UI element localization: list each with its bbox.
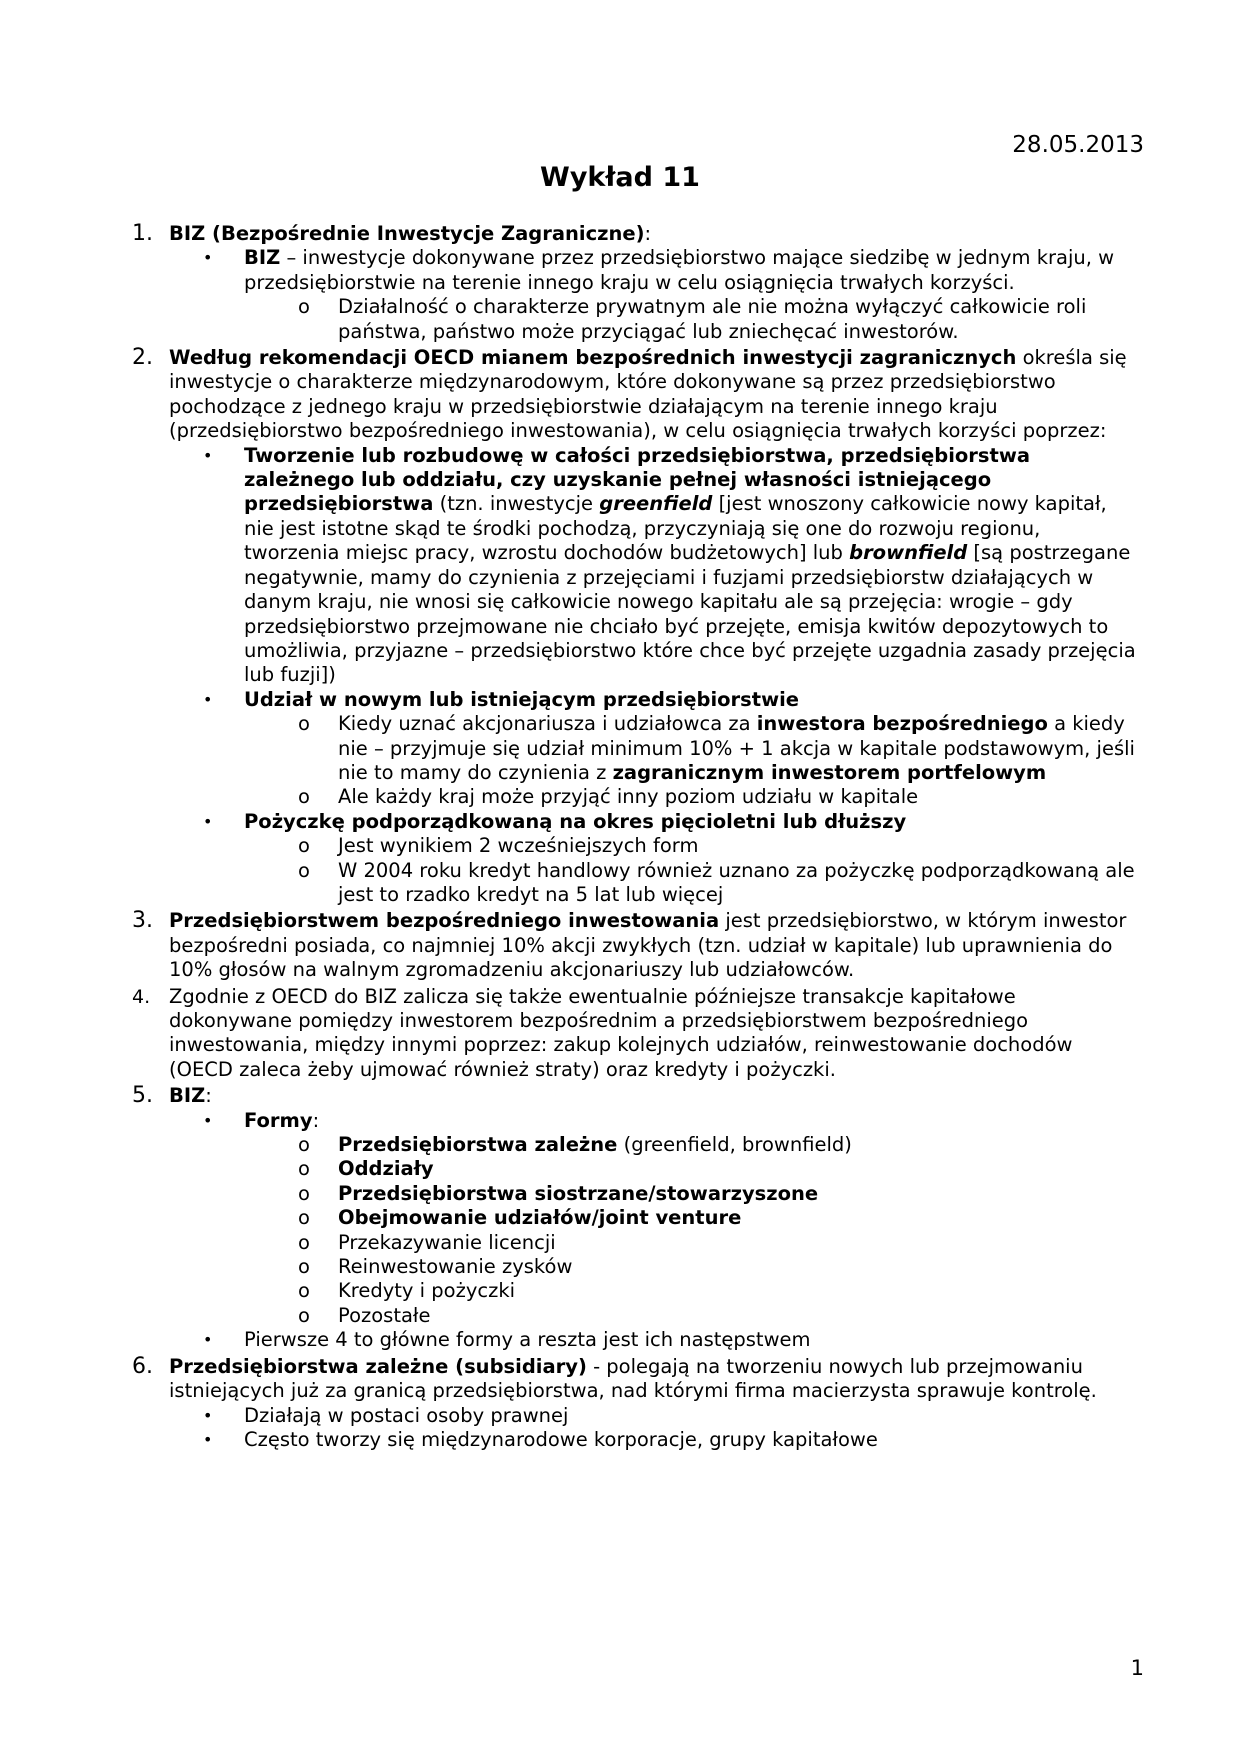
sub-bullet-marker: o <box>298 1157 310 1181</box>
bullet-item: • BIZ – inwestycje dokonywane przez przedsiębiorstwo mające siedzibę w jednym kraju, w przedsiębiorstwie na terenie innego kraju w celu osiągnięcia trwałych korzyści. <box>203 246 1115 294</box>
list-number: 2. <box>132 345 153 371</box>
sub-bullet-item: o Przedsiębiorstwa siostrzane/stowarzyszone <box>298 1181 819 1205</box>
sub-bullet-item: o Przedsiębiorstwa zależne (greenfield, brownfield) <box>298 1133 852 1157</box>
sub-bullet-item: o Kiedy uznać akcjonariusza i udziałowca za inwestora bezpośredniego a kiedy nie – przyjmuje się udział minimum 10% + 1 akcja w kapitale podstawowym, jeśli nie to mamy do czynienia z zagranicznym inwestorem portfelowym <box>298 712 1135 784</box>
bullet-marker: • <box>203 445 213 465</box>
sub-bullet-item: o Ale każdy kraj może przyjąć inny poziom udziału w kapitale <box>298 785 919 809</box>
sub-bullet-item: o W 2004 roku kredyt handlowy również uznano za pożyczkę podporządkowaną ale jest to rzadko kredyt na 5 lat lub więcej <box>298 858 1135 906</box>
bullet-item: • Pierwsze 4 to główne formy a reszta jest ich następstwem <box>203 1328 811 1352</box>
bullet-marker: • <box>203 1405 213 1425</box>
sub-bullet-marker: o <box>298 858 310 882</box>
sub-bullet-item: o Obejmowanie udziałów/joint venture <box>298 1206 742 1230</box>
bullet-item: • Pożyczkę podporządkowaną na okres pięcioletni lub dłuższy <box>203 809 907 833</box>
sub-bullet-marker: o <box>298 1279 310 1303</box>
list-item-6: 6. Przedsiębiorstwa zależne (subsidiary) - polegają na tworzeniu nowych lub przejmowaniu istniejących już za granicą przedsiębiorstwa, nad którymi firma macierzysta sprawuje kontrolę. <box>132 1353 1097 1403</box>
list-item-2: 2. Według rekomendacji OECD mianem bezpośrednich inwestycji zagranicznych określa się inwestycje o charakterze międzynarodowym, które dokonywane są przez przedsiębiorstwo pochodzące z jednego kraju w przedsiębiorstwie działającym na terenie innego kraju (przedsiębiorstwo bezpośredniego inwestowania), w celu osiągnięcia trwałych korzyści poprzez: <box>132 345 1127 443</box>
bullet-marker: • <box>203 1110 213 1130</box>
list-number: 5. <box>132 1083 153 1109</box>
sub-bullet-item: o Oddziały <box>298 1157 434 1181</box>
sub-bullet-marker: o <box>298 785 310 809</box>
sub-bullet-marker: o <box>298 1255 310 1279</box>
sub-bullet-item: o Kredyty i pożyczki <box>298 1279 516 1303</box>
section-heading: BIZ (Bezpośrednie Inwestycje Zagraniczne) <box>169 222 645 245</box>
bullet-marker: • <box>203 248 213 268</box>
list-item-1: 1. BIZ (Bezpośrednie Inwestycje Zagraniczne): <box>132 221 652 246</box>
bullet-marker: • <box>203 689 213 709</box>
list-item-3: 3. Przedsiębiorstwem bezpośredniego inwestowania jest przedsiębiorstwo, w którym inwestor bezpośredni posiada, co najmniej 10% akcji zwykłych (tzn. udział w kapitale) lub uprawnienia do 10% głosów na walnym zgromadzeniu akcjonariuszy lub udziałowców. <box>132 908 1127 982</box>
sub-bullet-item: o Działalność o charakterze prywatnym ale nie można wyłączyć całkowicie roli państwa, państwo może przyciągać lub zniechęcać inwestorów. <box>298 295 1087 343</box>
list-number: 3. <box>132 908 153 934</box>
sub-bullet-item: o Przekazywanie licencji <box>298 1230 556 1254</box>
bullet-item: • Formy: <box>203 1108 320 1132</box>
sub-bullet-marker: o <box>298 1181 310 1205</box>
sub-bullet-item: o Reinwestowanie zysków <box>298 1255 573 1279</box>
document-body <box>0 220 1240 1452</box>
sub-bullet-marker: o <box>298 1133 310 1157</box>
bullet-marker: • <box>203 1429 213 1449</box>
page-title: Wykład 11 <box>540 162 700 193</box>
bullet-marker: • <box>203 1330 213 1350</box>
list-item-4: 4. Zgodnie z OECD do BIZ zalicza się także ewentualnie późniejsze transakcje kapitałowe dokonywane pomiędzy inwestorem bezpośrednim a przedsiębiorstwem bezpośredniego inwestowania, między innymi poprzez: zakup kolejnych udziałów, reinwestowanie dochodów (OECD zaleca żeby ujmować również straty) oraz kredyty i pożyczki. <box>132 984 1073 1081</box>
sub-bullet-marker: o <box>298 295 310 319</box>
bullet-item: • Udział w nowym lub istniejącym przedsiębiorstwie <box>203 687 799 711</box>
sub-bullet-marker: o <box>298 1303 310 1327</box>
list-item-5: 5. BIZ: <box>132 1083 212 1109</box>
lecture-date: 28.05.2013 <box>1012 132 1144 158</box>
sub-bullet-marker: o <box>298 712 310 736</box>
bullet-item: • Często tworzy się międzynarodowe korporacje, grupy kapitałowe <box>203 1427 878 1451</box>
list-number: 4. <box>132 985 151 1008</box>
bullet-item: • Działają w postaci osoby prawnej <box>203 1403 569 1427</box>
bullet-item: • Tworzenie lub rozbudowę w całości przedsiębiorstwa, przedsiębiorstwa zależnego lub oddziału, czy uzyskanie pełnej własności istniejącego przedsiębiorstwa (tzn. inwestycje greenfield [jest wnoszony całkowicie nowy kapitał, nie jest istotne skąd te środki pochodzą, przyczyniają się one do rozwoju regionu, tworzenia miejsc pracy, wzrostu dochodów budżetowych] lub brownfield [są postrzegane negatywnie, mamy do czynienia z przejęciami i fuzjami przedsiębiorstw działających w danym kraju, nie wnosi się całkowicie nowego kapitału ale są przejęcia: wrogie – gdy przedsiębiorstwo przejmowane nie chciało być przejęte, emisja kwitów depozytowych to umożliwia, przyjazne – przedsiębiorstwo które chce być przejęte uzgadnia zasady przejęcia lub fuzji]) <box>203 443 1136 687</box>
bullet-marker: • <box>203 811 213 831</box>
list-number: 6. <box>132 1353 153 1379</box>
list-number: 1. <box>132 221 153 246</box>
page-number: 1 <box>1130 1656 1144 1680</box>
sub-bullet-marker: o <box>298 1206 310 1230</box>
sub-bullet-marker: o <box>298 1230 310 1254</box>
sub-bullet-item: o Jest wynikiem 2 wcześniejszych form <box>298 834 699 858</box>
sub-bullet-marker: o <box>298 834 310 858</box>
sub-bullet-item: o Pozostałe <box>298 1303 431 1327</box>
